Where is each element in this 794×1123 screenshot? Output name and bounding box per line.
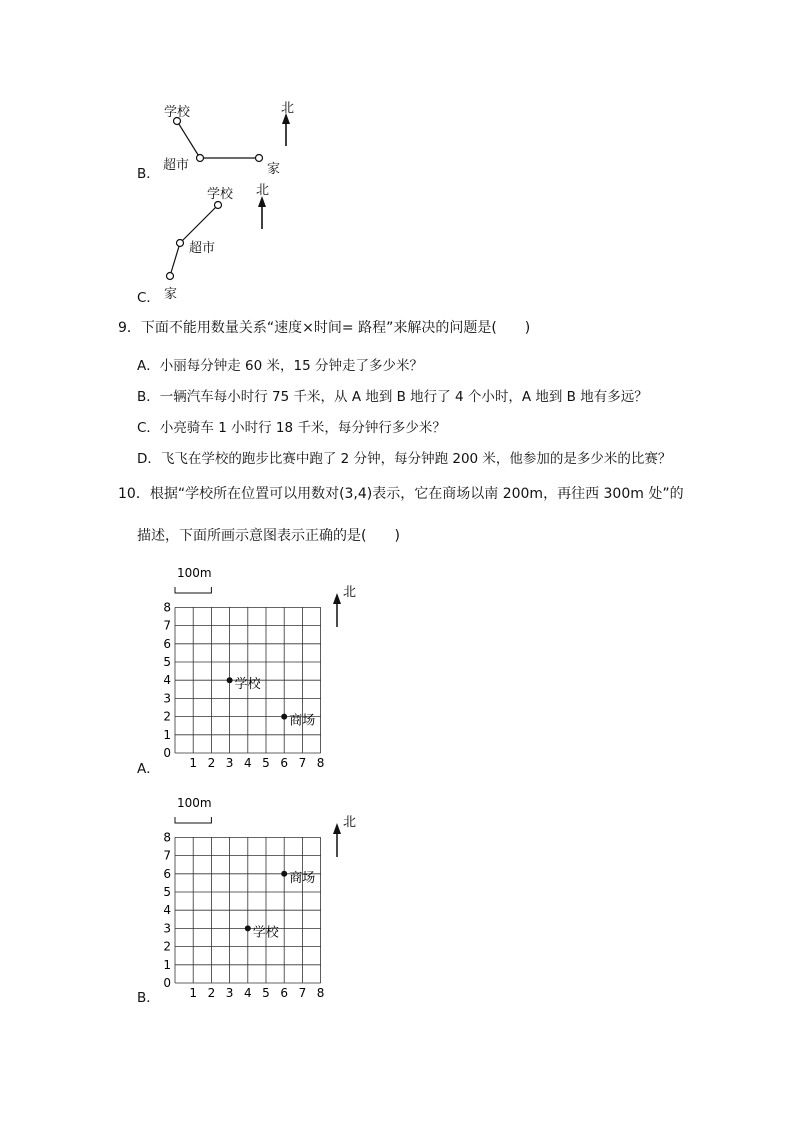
y-tick-label: 7 xyxy=(163,848,171,863)
route-segment xyxy=(170,243,180,276)
location-point xyxy=(245,925,251,931)
school-label: 学校 xyxy=(164,105,191,120)
y-tick-label: 5 xyxy=(163,885,171,899)
y-tick-label: 5 xyxy=(163,655,171,669)
x-tick-label: 3 xyxy=(225,986,234,1000)
location-label: 商场 xyxy=(289,870,316,886)
y-tick-label: 3 xyxy=(163,691,171,706)
y-tick-label: 4 xyxy=(163,673,171,688)
home-marker xyxy=(167,273,174,280)
x-tick-label: 4 xyxy=(243,986,252,1000)
question-9-option-c: C．小亮骑车 1 小时行 18 千米，每分钟行多少米？ xyxy=(137,420,446,436)
north-label: 北 xyxy=(343,585,357,600)
supermarket-label: 超市 xyxy=(163,158,190,173)
route-segment xyxy=(177,121,200,158)
x-tick-label: 3 xyxy=(225,756,234,770)
question-10-stem-cont: 描述，下面所画示意图表示正确的是( ) xyxy=(137,528,400,544)
scale-label: 100m xyxy=(177,566,212,580)
y-tick-label: 8 xyxy=(163,600,171,615)
question-9-stem: 9．下面不能用数量关系“速度×时间= 路程”来解决的问题是( ) xyxy=(118,320,531,336)
y-tick-label: 0 xyxy=(163,976,171,990)
supermarket-label: 超市 xyxy=(189,241,216,256)
supermarket-marker xyxy=(177,240,184,247)
x-tick-label: 2 xyxy=(207,756,216,770)
home-marker xyxy=(256,155,263,162)
y-tick-label: 2 xyxy=(163,709,171,724)
north-arrowhead-icon xyxy=(333,593,341,604)
option-c-letter: C． xyxy=(137,290,160,306)
x-tick-label: 7 xyxy=(298,756,307,770)
y-tick-label: 4 xyxy=(163,903,171,918)
y-tick-label: 0 xyxy=(163,746,171,760)
x-tick-label: 8 xyxy=(316,986,325,1000)
option-b-letter: B． xyxy=(137,990,160,1006)
school-marker xyxy=(215,202,222,209)
x-tick-label: 5 xyxy=(262,756,270,770)
y-tick-label: 3 xyxy=(163,921,171,936)
question-9-option-d: D．飞飞在学校的跑步比赛中跑了 2 分钟，每分钟跑 200 米，他参加的是多少米的比赛？ xyxy=(137,451,672,467)
scale-bar xyxy=(175,587,211,593)
question-9-option-a: A．小丽每分钟走 60 米，15 分钟走了多少米？ xyxy=(137,358,423,374)
y-tick-label: 2 xyxy=(163,939,171,954)
y-tick-label: 6 xyxy=(163,636,171,651)
y-tick-label: 1 xyxy=(163,957,171,972)
x-tick-label: 5 xyxy=(262,986,270,1000)
location-label: 学校 xyxy=(234,677,261,693)
x-tick-label: 7 xyxy=(298,986,307,1000)
x-tick-label: 2 xyxy=(207,986,216,1000)
x-tick-label: 6 xyxy=(280,756,289,770)
location-label: 商场 xyxy=(289,713,316,729)
home-label: 家 xyxy=(267,162,281,177)
y-tick-label: 7 xyxy=(163,618,171,633)
north-label: 北 xyxy=(281,101,295,116)
location-point xyxy=(227,677,233,683)
x-tick-label: 1 xyxy=(189,756,198,770)
north-label: 北 xyxy=(256,183,270,198)
supermarket-marker xyxy=(197,155,204,162)
x-tick-label: 6 xyxy=(280,986,289,1000)
scale-bar xyxy=(175,817,211,823)
y-tick-label: 6 xyxy=(163,866,171,881)
question-10-stem: 10．根据“学校所在位置可以用数对(3,4)表示，它在商场以南 200m，再往西 300m 处”的 xyxy=(118,486,684,502)
y-tick-label: 8 xyxy=(163,830,171,845)
y-tick-label: 1 xyxy=(163,727,171,742)
question-9-option-b: B．一辆汽车每小时行 75 千米，从 A 地到 B 地行了 4 个小时，A 地到 B 地有多远？ xyxy=(137,389,648,405)
location-point xyxy=(281,871,287,877)
north-arrowhead-icon xyxy=(333,823,341,834)
home-label: 家 xyxy=(164,287,178,302)
coordinate-grid-b xyxy=(130,790,390,1010)
location-point xyxy=(281,714,287,720)
location-label: 学校 xyxy=(252,925,279,941)
x-tick-label: 8 xyxy=(316,756,325,770)
option-a-letter: A． xyxy=(137,761,160,777)
x-tick-label: 1 xyxy=(189,986,198,1000)
route-diagram-b xyxy=(0,0,794,300)
option-b-letter: B． xyxy=(137,166,160,182)
coordinate-grid-a xyxy=(130,560,390,780)
scale-label: 100m xyxy=(177,796,212,810)
x-tick-label: 4 xyxy=(243,756,252,770)
north-label: 北 xyxy=(343,815,357,830)
school-label: 学校 xyxy=(207,187,234,202)
